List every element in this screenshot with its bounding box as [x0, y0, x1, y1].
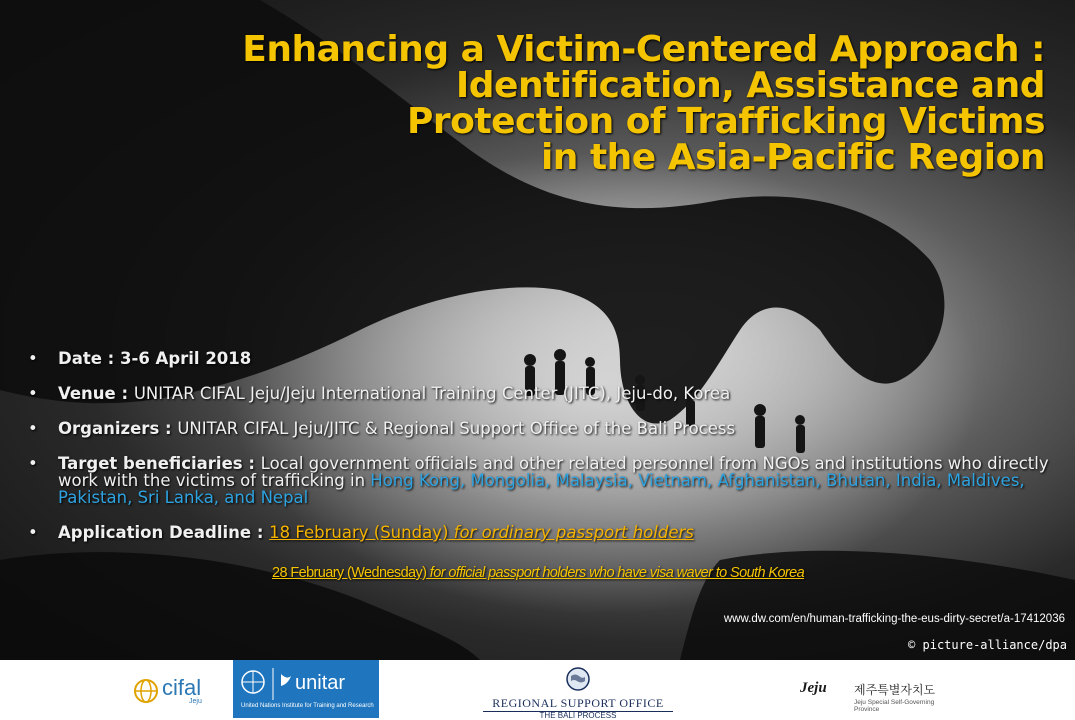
- organizers-label: Organizers :: [58, 419, 178, 438]
- target-label: Target beneficiaries :: [58, 454, 261, 473]
- globe-icon: [565, 666, 591, 692]
- jeju-name: Jeju: [800, 680, 827, 696]
- deadline-date-2: 28 February (Wednesday): [272, 565, 427, 581]
- bullet-icon: •: [28, 349, 38, 368]
- bullet-icon: •: [28, 419, 38, 438]
- rso-sub: THE BALI PROCESS: [539, 711, 617, 720]
- jeju-english: Jeju Special Self-Governing Province: [854, 699, 935, 713]
- jeju-logo: [796, 678, 956, 714]
- organizers-value: UNITAR CIFAL Jeju/JITC & Regional Support Office of the Bali Process: [177, 419, 736, 438]
- detail-venue: [28, 385, 1068, 402]
- venue-label: Venue :: [58, 384, 134, 403]
- title-line-2: Identification, Assistance and: [455, 65, 1045, 106]
- un-emblem-icon: [237, 664, 297, 704]
- title-line-4: in the Asia-Pacific Region: [540, 137, 1045, 178]
- detail-target: [28, 455, 1068, 506]
- rso-name: REGIONAL SUPPORT OFFICE: [492, 696, 664, 710]
- unitar-sub: United Nations Institute for Training and Research: [241, 703, 374, 709]
- detail-organizers: [28, 420, 1068, 437]
- sponsor-logos: [0, 660, 1075, 718]
- poster-title: [242, 29, 1045, 178]
- cifal-name: cifal: [162, 674, 202, 700]
- jeju-korean: 제주특별자치도: [854, 683, 936, 697]
- deadline-label: Application Deadline :: [58, 523, 270, 542]
- date-value: 3-6 April 2018: [120, 349, 252, 368]
- deadline-note-1: for ordinary passport holders: [448, 523, 694, 542]
- target-countries: Hong Kong, Mongolia, Malaysia, Vietnam, Afghanistan, Bhutan, India, Maldives, Pakistan, Sri Lanka, and Nepal: [58, 471, 1025, 507]
- event-details: [28, 350, 1068, 559]
- unitar-logo: [233, 660, 379, 718]
- bullet-icon: •: [28, 454, 38, 473]
- date-label: Date :: [58, 349, 120, 368]
- source-url: www.dw.com/en/human-trafficking-the-eus-dirty-secret/a-17412036: [723, 613, 1065, 625]
- bullet-icon: •: [28, 384, 38, 403]
- photo-credit: © picture-alliance/dpa: [908, 638, 1067, 652]
- title-line-3: Protection of Trafficking Victims: [407, 101, 1045, 142]
- unitar-name: unitar: [295, 672, 346, 694]
- cifal-sub: Jeju: [189, 697, 202, 705]
- detail-date: [28, 350, 1068, 367]
- deadline-note-2: for official passport holders who have visa waver to South Korea: [426, 565, 805, 581]
- deadline-official: [272, 565, 804, 581]
- bullet-icon: •: [28, 523, 38, 542]
- venue-value: UNITAR CIFAL Jeju/Jeju International Training Center (JITC), Jeju-do, Korea: [133, 384, 731, 403]
- title-line-1: Enhancing a Victim-Centered Approach :: [242, 29, 1045, 70]
- deadline-date-1: 18 February (Sunday): [269, 523, 449, 542]
- target-value: Local government officials and other related personnel from NGOs and institutions who directly work with the victims of trafficking in: [58, 454, 1049, 490]
- cifal-logo: [133, 670, 229, 712]
- detail-deadline: [28, 524, 1068, 541]
- globe-icon: [133, 678, 159, 704]
- rso-logo: [483, 664, 673, 720]
